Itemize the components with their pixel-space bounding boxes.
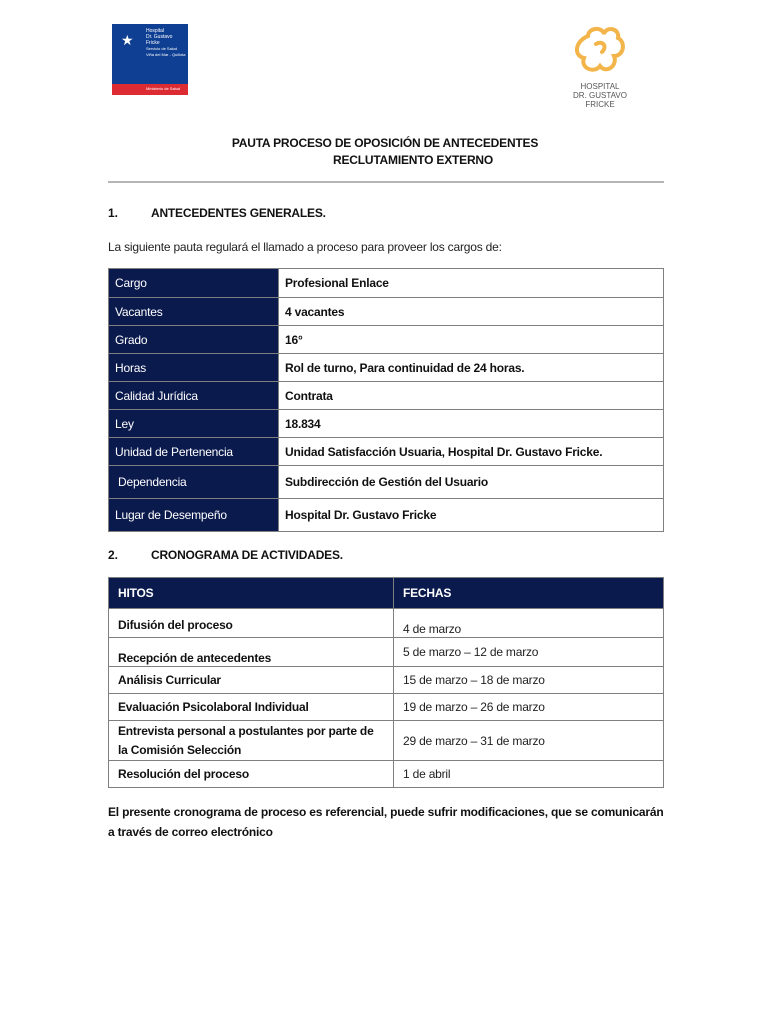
column-header-fechas: FECHAS xyxy=(394,578,664,609)
row-value: Hospital Dr. Gustavo Fricke xyxy=(279,499,664,532)
fecha-cell: 5 de marzo – 12 de marzo xyxy=(394,638,664,667)
row-key: Vacantes xyxy=(109,298,279,326)
logo-line: Viña del Mar - Quillota xyxy=(146,52,186,57)
job-details-table xyxy=(108,268,664,532)
logo-line: Hospital xyxy=(146,28,165,34)
horizontal-rule xyxy=(108,181,664,183)
logo-footer: Ministerio de Salud xyxy=(146,86,181,91)
row-key: Calidad Jurídica xyxy=(109,382,279,410)
table-row xyxy=(109,438,664,466)
table-header-row xyxy=(109,578,664,609)
intro-text: La siguiente pauta regulará el llamado a proceso para proveer los cargos de: xyxy=(108,240,502,254)
hospital-emblem-icon xyxy=(558,22,642,82)
row-key: Dependencia xyxy=(109,466,279,499)
row-key: Horas xyxy=(109,354,279,382)
table-row xyxy=(109,466,664,499)
table-row xyxy=(109,609,664,638)
schedule-table xyxy=(108,577,664,788)
hito-cell: Entrevista personal a postulantes por parte de la Comisión Selección xyxy=(109,721,394,761)
fecha-cell: 15 de marzo – 18 de marzo xyxy=(394,667,664,694)
logo-text xyxy=(146,28,188,58)
row-value: Contrata xyxy=(279,382,664,410)
table-row xyxy=(109,269,664,298)
crest-icon: ★ xyxy=(121,32,134,48)
document-title: PAUTA PROCESO DE OPOSICIÓN DE ANTECEDENTES xyxy=(231,136,539,150)
column-header-hitos: HITOS xyxy=(109,578,394,609)
logo-line: Servicio de Salud xyxy=(146,46,178,51)
row-key: Grado xyxy=(109,326,279,354)
table-row xyxy=(109,326,664,354)
row-value: Rol de turno, Para continuidad de 24 horas. xyxy=(279,354,664,382)
fecha-cell: 19 de marzo – 26 de marzo xyxy=(394,694,664,721)
row-value: Profesional Enlace xyxy=(279,269,664,298)
table-row xyxy=(109,354,664,382)
table-row xyxy=(109,761,664,788)
row-value: 16° xyxy=(279,326,664,354)
fecha-cell: 29 de marzo – 31 de marzo xyxy=(394,721,664,761)
hito-cell: Evaluación Psicolaboral Individual xyxy=(109,694,394,721)
schedule-note: El presente cronograma de proceso es referencial, puede sufrir modificaciones, que se comunicarán a través de correo electrónico xyxy=(108,805,664,839)
row-value: Unidad Satisfacción Usuaria, Hospital Dr. Gustavo Fricke. xyxy=(279,438,664,466)
row-value: 18.834 xyxy=(279,410,664,438)
table-row xyxy=(109,638,664,667)
hospital-logo-line1: HOSPITAL xyxy=(580,82,620,91)
fecha-cell: 1 de abril xyxy=(394,761,664,788)
row-key: Ley xyxy=(109,410,279,438)
logo-line: Fricke xyxy=(146,40,160,46)
table-row xyxy=(109,667,664,694)
table-row xyxy=(109,410,664,438)
table-row xyxy=(109,382,664,410)
fecha-cell: 4 de marzo xyxy=(394,609,664,638)
hospital-logo-line2: DR. GUSTAVO FRICKE xyxy=(573,91,627,109)
hito-cell: Recepción de antecedentes xyxy=(109,638,394,667)
section-heading: CRONOGRAMA DE ACTIVIDADES. xyxy=(151,548,343,562)
hito-cell: Análisis Curricular xyxy=(109,667,394,694)
section-number: 1. xyxy=(108,206,119,220)
hospital-logo xyxy=(558,22,642,109)
logo-line: Dr. Gustavo xyxy=(146,34,173,40)
document-subtitle: RECLUTAMIENTO EXTERNO xyxy=(332,153,494,167)
hito-cell: Difusión del proceso xyxy=(109,609,394,638)
row-value: Subdirección de Gestión del Usuario xyxy=(279,466,664,499)
row-key: Lugar de Desempeño xyxy=(109,499,279,532)
table-row xyxy=(109,499,664,532)
row-key: Unidad de Pertenencia xyxy=(109,438,279,466)
hito-cell: Resolución del proceso xyxy=(109,761,394,788)
table-row xyxy=(109,694,664,721)
section-heading: ANTECEDENTES GENERALES. xyxy=(151,206,326,220)
table-row xyxy=(109,721,664,761)
government-logo xyxy=(112,24,188,95)
row-value: 4 vacantes xyxy=(279,298,664,326)
section-number: 2. xyxy=(108,548,119,562)
table-row xyxy=(109,298,664,326)
row-key: Cargo xyxy=(109,269,279,298)
